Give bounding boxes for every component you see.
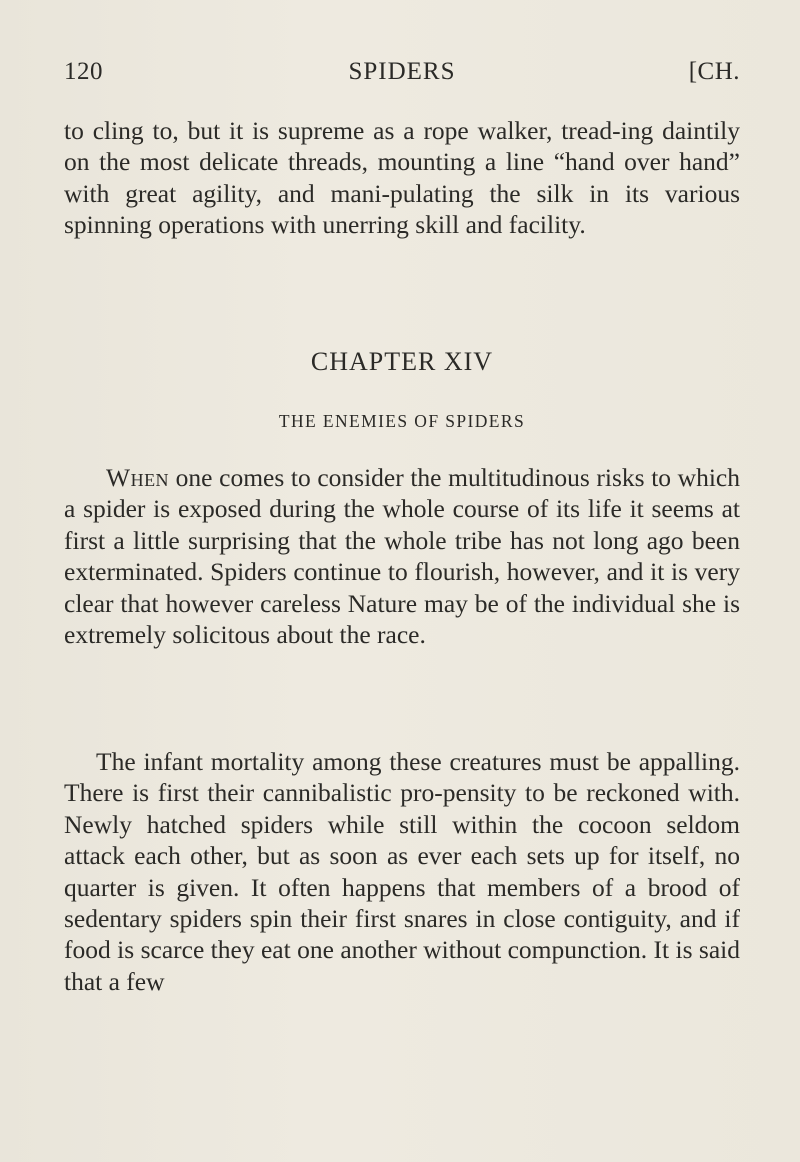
intro-paragraph-text: one comes to consider the multitudinous risks to which a spider is exposed during the whole course of its life it seems at first a little surprising that the whole tribe has not long ago been exterminated. Spiders continue to flourish, however, and it is very clear that however careless Nature may be of the individual she is extremely solicitous about the race. [64, 463, 740, 650]
running-header [64, 58, 740, 92]
intro-first-word: When [106, 463, 170, 492]
chapter-reference: [CH. [688, 58, 740, 85]
continuation-paragraph: to cling to, but it is supreme as a rope walker, tread-ing daintily on the most delicate threads, mounting a line “hand over hand” with great agility, and mani-pulating the silk in its various spinning operations with unerring skill and facility. [64, 116, 740, 240]
second-paragraph: The infant mortality among these creatures must be appalling. There is first their cannibalistic pro-pensity to be reckoned with. Newly hatched spiders while still within the cocoon seldom attack each other, but as soon as ever each sets up for itself, no quarter is given. It often happens that members of a brood of sedentary spiders spin their first snares in close contiguity, and if food is scarce they eat one another without compunction. It is said that a few [64, 747, 740, 996]
running-title: SPIDERS [348, 58, 456, 85]
page-number: 120 [64, 58, 103, 85]
chapter-title: CHAPTER XIV [310, 347, 494, 376]
intro-paragraph [64, 462, 740, 650]
chapter-subtitle: THE ENEMIES OF SPIDERS [278, 411, 526, 431]
